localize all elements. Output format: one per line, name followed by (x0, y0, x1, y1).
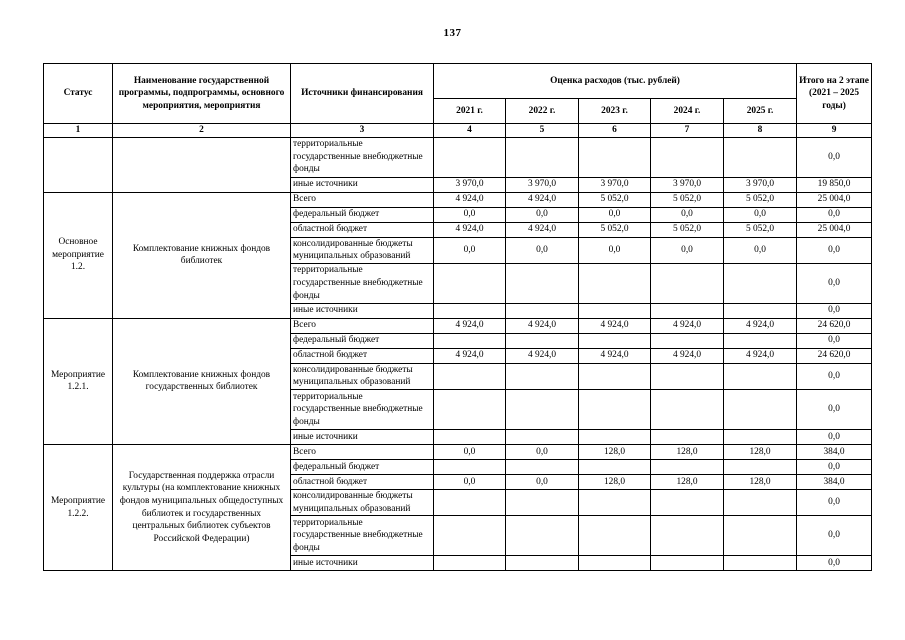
value-cell: 128,0 (651, 474, 724, 489)
value-cell: 128,0 (724, 444, 797, 459)
total-cell: 0,0 (797, 389, 872, 429)
value-cell: 4 924,0 (579, 348, 651, 363)
value-cell: 0,0 (651, 207, 724, 222)
table-row (44, 137, 872, 177)
total-cell: 0,0 (797, 363, 872, 389)
value-cell (724, 389, 797, 429)
value-cell (724, 556, 797, 571)
total-cell: 0,0 (797, 237, 872, 263)
value-cell (579, 459, 651, 474)
value-cell (506, 363, 579, 389)
value-cell (434, 137, 506, 177)
value-cell (506, 489, 579, 515)
total-cell: 25 004,0 (797, 192, 872, 207)
total-cell: 0,0 (797, 207, 872, 222)
value-cell (651, 389, 724, 429)
source-cell: консолидированные бюджеты муниципальных образований (291, 363, 434, 389)
value-cell (434, 389, 506, 429)
source-cell: Всего (291, 318, 434, 333)
value-cell (506, 263, 579, 303)
value-cell (724, 489, 797, 515)
value-cell: 0,0 (434, 474, 506, 489)
value-cell: 3 970,0 (506, 177, 579, 192)
total-cell: 384,0 (797, 444, 872, 459)
source-cell: иные источники (291, 303, 434, 318)
value-cell: 0,0 (506, 237, 579, 263)
value-cell: 5 052,0 (651, 192, 724, 207)
total-cell: 19 850,0 (797, 177, 872, 192)
value-cell: 4 924,0 (434, 192, 506, 207)
value-cell: 3 970,0 (651, 177, 724, 192)
total-cell: 0,0 (797, 333, 872, 348)
header-year: 2024 г. (651, 99, 724, 124)
value-cell (434, 263, 506, 303)
header-sources: Источники финансирования (291, 64, 434, 124)
value-cell: 4 924,0 (724, 318, 797, 333)
value-cell: 128,0 (579, 474, 651, 489)
total-cell: 25 004,0 (797, 222, 872, 237)
total-cell: 0,0 (797, 429, 872, 444)
source-cell: федеральный бюджет (291, 207, 434, 222)
value-cell: 5 052,0 (579, 222, 651, 237)
total-cell: 24 620,0 (797, 348, 872, 363)
value-cell (651, 137, 724, 177)
column-number: 9 (797, 124, 872, 138)
source-cell: областной бюджет (291, 222, 434, 237)
value-cell (724, 137, 797, 177)
value-cell (506, 303, 579, 318)
value-cell: 4 924,0 (506, 192, 579, 207)
name-cell: Комплектование книжных фондов библиотек (113, 192, 291, 318)
value-cell (651, 429, 724, 444)
value-cell (651, 363, 724, 389)
value-cell (651, 489, 724, 515)
total-cell: 0,0 (797, 489, 872, 515)
page-number: 137 (443, 27, 462, 39)
total-cell: 0,0 (797, 263, 872, 303)
value-cell (506, 429, 579, 444)
value-cell: 0,0 (506, 207, 579, 222)
source-cell: консолидированные бюджеты муниципальных образований (291, 489, 434, 515)
value-cell (724, 459, 797, 474)
value-cell: 3 970,0 (724, 177, 797, 192)
value-cell: 0,0 (579, 237, 651, 263)
source-cell: территориальные государственные внебюджетные фонды (291, 263, 434, 303)
source-cell: Всего (291, 444, 434, 459)
source-cell: областной бюджет (291, 474, 434, 489)
column-number: 8 (724, 124, 797, 138)
source-cell: иные источники (291, 429, 434, 444)
value-cell (724, 516, 797, 556)
value-cell (506, 459, 579, 474)
table-row (44, 192, 872, 207)
value-cell (579, 516, 651, 556)
value-cell: 128,0 (579, 444, 651, 459)
value-cell (506, 389, 579, 429)
value-cell (579, 429, 651, 444)
source-cell: федеральный бюджет (291, 459, 434, 474)
value-cell (651, 263, 724, 303)
column-number: 7 (651, 124, 724, 138)
total-cell: 0,0 (797, 556, 872, 571)
value-cell (579, 556, 651, 571)
value-cell: 0,0 (724, 207, 797, 222)
value-cell (506, 333, 579, 348)
column-number: 3 (291, 124, 434, 138)
column-number: 6 (579, 124, 651, 138)
value-cell: 4 924,0 (579, 318, 651, 333)
value-cell: 4 924,0 (724, 348, 797, 363)
value-cell (579, 303, 651, 318)
value-cell (434, 363, 506, 389)
value-cell (434, 516, 506, 556)
value-cell: 4 924,0 (434, 318, 506, 333)
value-cell (506, 556, 579, 571)
value-cell: 0,0 (579, 207, 651, 222)
name-cell-empty (113, 137, 291, 192)
source-cell: Всего (291, 192, 434, 207)
source-cell: консолидированные бюджеты муниципальных образований (291, 237, 434, 263)
value-cell: 0,0 (506, 474, 579, 489)
header-total: Итого на 2 этапе (2021 – 2025 годы) (797, 64, 872, 124)
column-number: 5 (506, 124, 579, 138)
value-cell (506, 137, 579, 177)
table-row (44, 318, 872, 333)
value-cell: 0,0 (651, 237, 724, 263)
value-cell (434, 556, 506, 571)
total-cell: 0,0 (797, 516, 872, 556)
value-cell: 5 052,0 (651, 222, 724, 237)
total-cell: 0,0 (797, 459, 872, 474)
name-cell: Государственная поддержка отрасли культуры (на комплектование книжных фондов муниципальных общедоступных библиотек и государственных центральных библиотек субъектов Российской Федерации) (113, 444, 291, 570)
value-cell (724, 303, 797, 318)
value-cell (434, 459, 506, 474)
header-name: Наименование государственной программы, подпрограммы, основного мероприятия, мероприятия (113, 64, 291, 124)
source-cell: федеральный бюджет (291, 333, 434, 348)
value-cell (579, 389, 651, 429)
value-cell: 0,0 (434, 444, 506, 459)
source-cell: территориальные государственные внебюджетные фонды (291, 389, 434, 429)
value-cell: 4 924,0 (506, 318, 579, 333)
column-number: 4 (434, 124, 506, 138)
name-cell: Комплектование книжных фондов государственных библиотек (113, 318, 291, 444)
value-cell (579, 137, 651, 177)
value-cell (651, 516, 724, 556)
status-cell: Мероприятие 1.2.1. (44, 318, 113, 444)
value-cell (724, 429, 797, 444)
value-cell (434, 429, 506, 444)
value-cell (724, 363, 797, 389)
header-status: Статус (44, 64, 113, 124)
header-year: 2023 г. (579, 99, 651, 124)
total-cell: 0,0 (797, 137, 872, 177)
value-cell (579, 489, 651, 515)
value-cell: 4 924,0 (651, 348, 724, 363)
source-cell: областной бюджет (291, 348, 434, 363)
total-cell: 24 620,0 (797, 318, 872, 333)
header-estimate: Оценка расходов (тыс. рублей) (434, 64, 797, 99)
value-cell (651, 556, 724, 571)
value-cell: 4 924,0 (651, 318, 724, 333)
status-cell: Основное мероприятие 1.2. (44, 192, 113, 318)
value-cell: 0,0 (506, 444, 579, 459)
total-cell: 384,0 (797, 474, 872, 489)
value-cell (724, 263, 797, 303)
value-cell: 4 924,0 (506, 348, 579, 363)
value-cell (579, 363, 651, 389)
value-cell: 0,0 (724, 237, 797, 263)
value-cell: 4 924,0 (434, 222, 506, 237)
value-cell (434, 333, 506, 348)
value-cell: 128,0 (651, 444, 724, 459)
header-year: 2021 г. (434, 99, 506, 124)
source-cell: территориальные государственные внебюджетные фонды (291, 516, 434, 556)
value-cell (651, 303, 724, 318)
value-cell: 128,0 (724, 474, 797, 489)
value-cell: 5 052,0 (724, 192, 797, 207)
value-cell: 4 924,0 (434, 348, 506, 363)
value-cell (434, 303, 506, 318)
header-year: 2022 г. (506, 99, 579, 124)
table-row (44, 444, 872, 459)
status-cell: Мероприятие 1.2.2. (44, 444, 113, 570)
value-cell (579, 263, 651, 303)
source-cell: иные источники (291, 556, 434, 571)
value-cell (434, 489, 506, 515)
value-cell: 0,0 (434, 207, 506, 222)
header-year: 2025 г. (724, 99, 797, 124)
value-cell (506, 516, 579, 556)
expenditure-table (43, 63, 872, 571)
value-cell: 5 052,0 (579, 192, 651, 207)
value-cell (579, 333, 651, 348)
value-cell: 4 924,0 (506, 222, 579, 237)
value-cell: 3 970,0 (434, 177, 506, 192)
column-number: 2 (113, 124, 291, 138)
source-cell: иные источники (291, 177, 434, 192)
value-cell: 5 052,0 (724, 222, 797, 237)
source-cell: территориальные государственные внебюджетные фонды (291, 137, 434, 177)
value-cell: 0,0 (434, 237, 506, 263)
value-cell: 3 970,0 (579, 177, 651, 192)
column-number: 1 (44, 124, 113, 138)
value-cell (651, 459, 724, 474)
status-cell-empty (44, 137, 113, 192)
total-cell: 0,0 (797, 303, 872, 318)
value-cell (724, 333, 797, 348)
value-cell (651, 333, 724, 348)
